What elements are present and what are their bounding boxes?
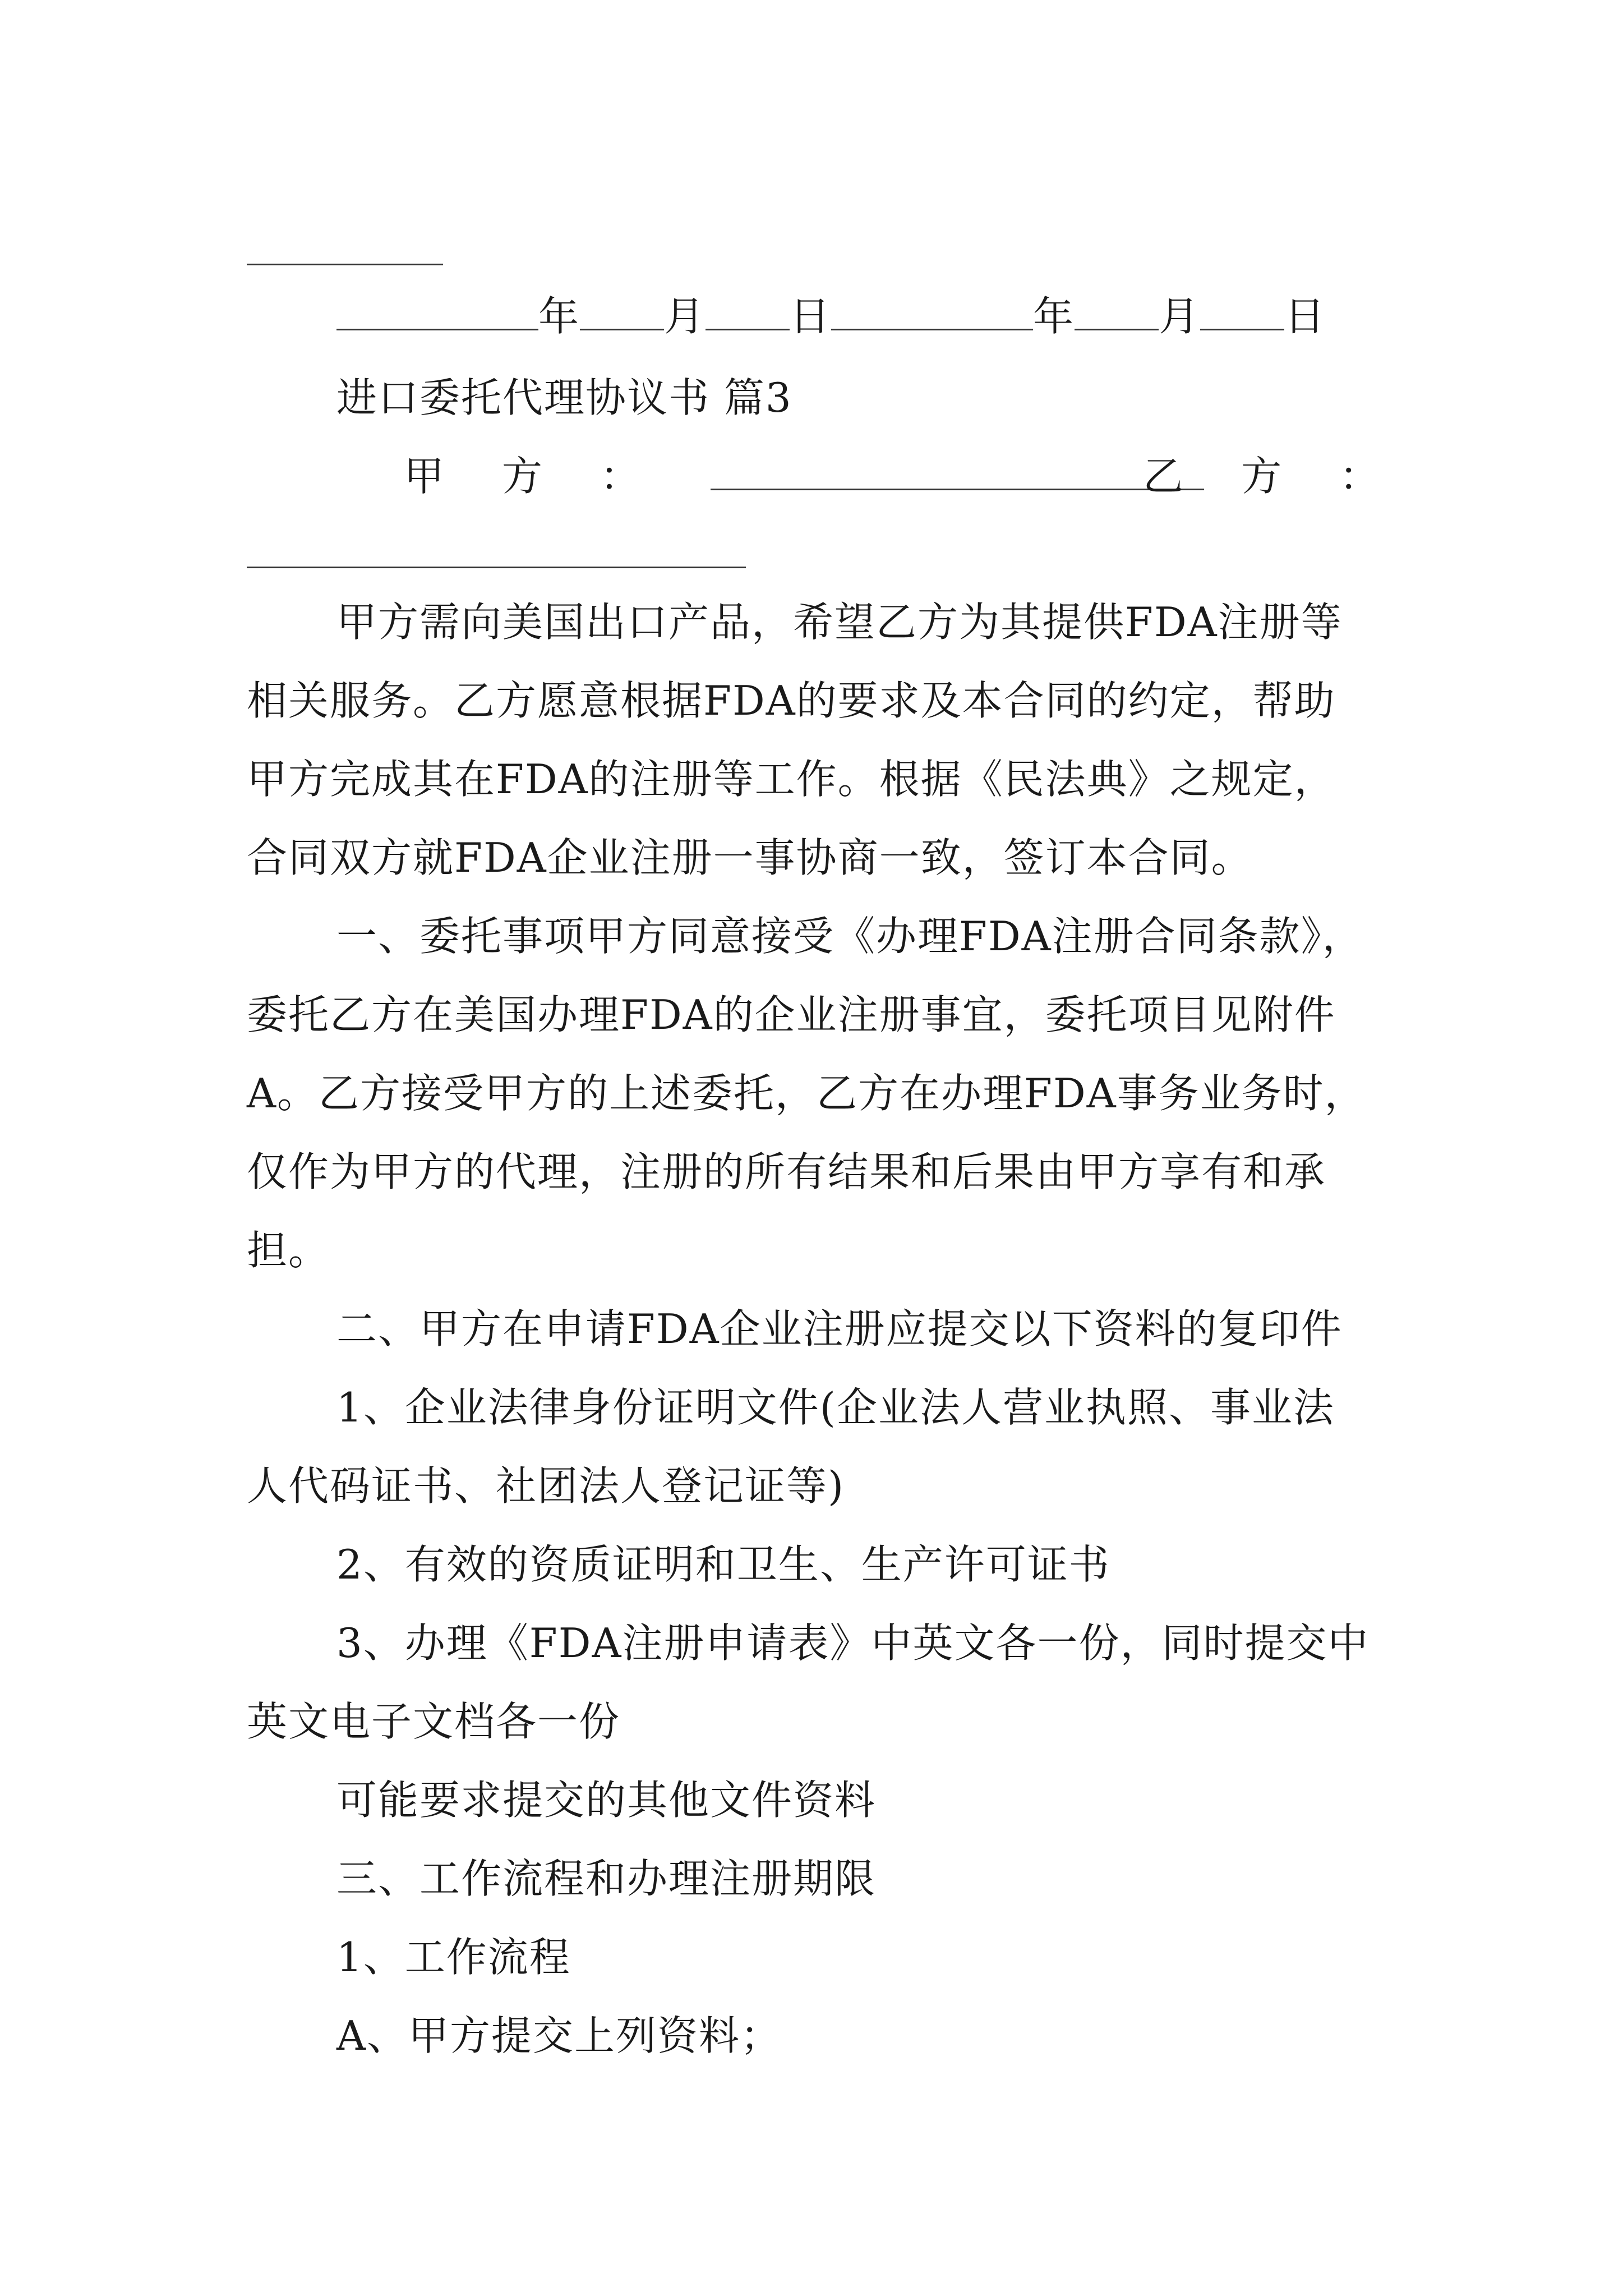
section-1-line-5: 担。	[247, 1227, 330, 1274]
item-2-1-line-1: 1、企业法律身份证明文件(企业法人营业执照、事业法	[336, 1384, 1335, 1431]
year-label-1: 年	[538, 293, 580, 340]
section-3-heading: 三、工作流程和办理注册期限	[336, 1855, 877, 1902]
month-blank-1	[580, 295, 664, 330]
item-3-a: A、甲方提交上列资料；	[336, 2012, 782, 2059]
party-b-label: 乙 方 ：	[1143, 453, 1402, 500]
section-1-line-2: 委托乙方在美国办理FDA的企业注册事宜，委托项目见附件	[247, 991, 1336, 1038]
day-label-2: 日	[1284, 293, 1326, 340]
item-2-1-line-2: 人代码证书、社团法人登记证等)	[247, 1462, 845, 1510]
section-2-heading: 二、甲方在申请FDA企业注册应提交以下资料的复印件	[336, 1305, 1343, 1352]
section-1-line-3: A。乙方接受甲方的上述委托，乙方在办理FDA事务业务时，	[247, 1070, 1366, 1117]
date-line	[336, 292, 1492, 341]
section-1-line-4: 仅作为甲方的代理，注册的所有结果和后果由甲方享有和承	[247, 1148, 1326, 1195]
other-docs: 可能要求提交的其他文件资料	[336, 1777, 877, 1824]
party-line	[404, 452, 1402, 501]
item-2-2: 2、有效的资质证明和卫生、生产许可证书	[336, 1541, 1110, 1588]
intro-line-3: 甲方完成其在FDA的注册等工作。根据《民法典》之规定，	[247, 756, 1336, 803]
top-blank-rule	[247, 264, 443, 265]
document-title: 进口委托代理协议书 篇3	[336, 374, 792, 421]
month-label-2: 月	[1159, 293, 1201, 340]
month-blank-2	[1075, 295, 1159, 330]
intro-line-4: 合同双方就FDA企业注册一事协商一致，签订本合同。	[247, 834, 1253, 881]
item-2-3-line-2: 英文电子文档各一份	[247, 1698, 621, 1745]
section-1-line-1: 一、委托事项甲方同意接受《办理FDA注册合同条款》，	[336, 913, 1364, 960]
day-blank-2	[1200, 295, 1284, 330]
item-2-3-line-1: 3、办理《FDA注册申请表》中英文各一份，同时提交中	[336, 1619, 1370, 1667]
day-label-1: 日	[790, 293, 832, 340]
intro-line-2: 相关服务。乙方愿意根据FDA的要求及本合同的约定，帮助	[247, 677, 1336, 724]
year-blank-1	[336, 295, 538, 330]
item-3-1: 1、工作流程	[336, 1934, 571, 1981]
month-label-1: 月	[664, 293, 706, 340]
party-a-blank	[711, 455, 1204, 490]
party-b-blank	[247, 567, 746, 568]
day-blank-1	[706, 295, 790, 330]
year-label-2: 年	[1033, 293, 1075, 340]
intro-line-1: 甲方需向美国出口产品，希望乙方为其提供FDA注册等	[336, 599, 1343, 646]
party-a-label: 甲 方 ：	[404, 453, 663, 500]
year-blank-2	[831, 295, 1033, 330]
